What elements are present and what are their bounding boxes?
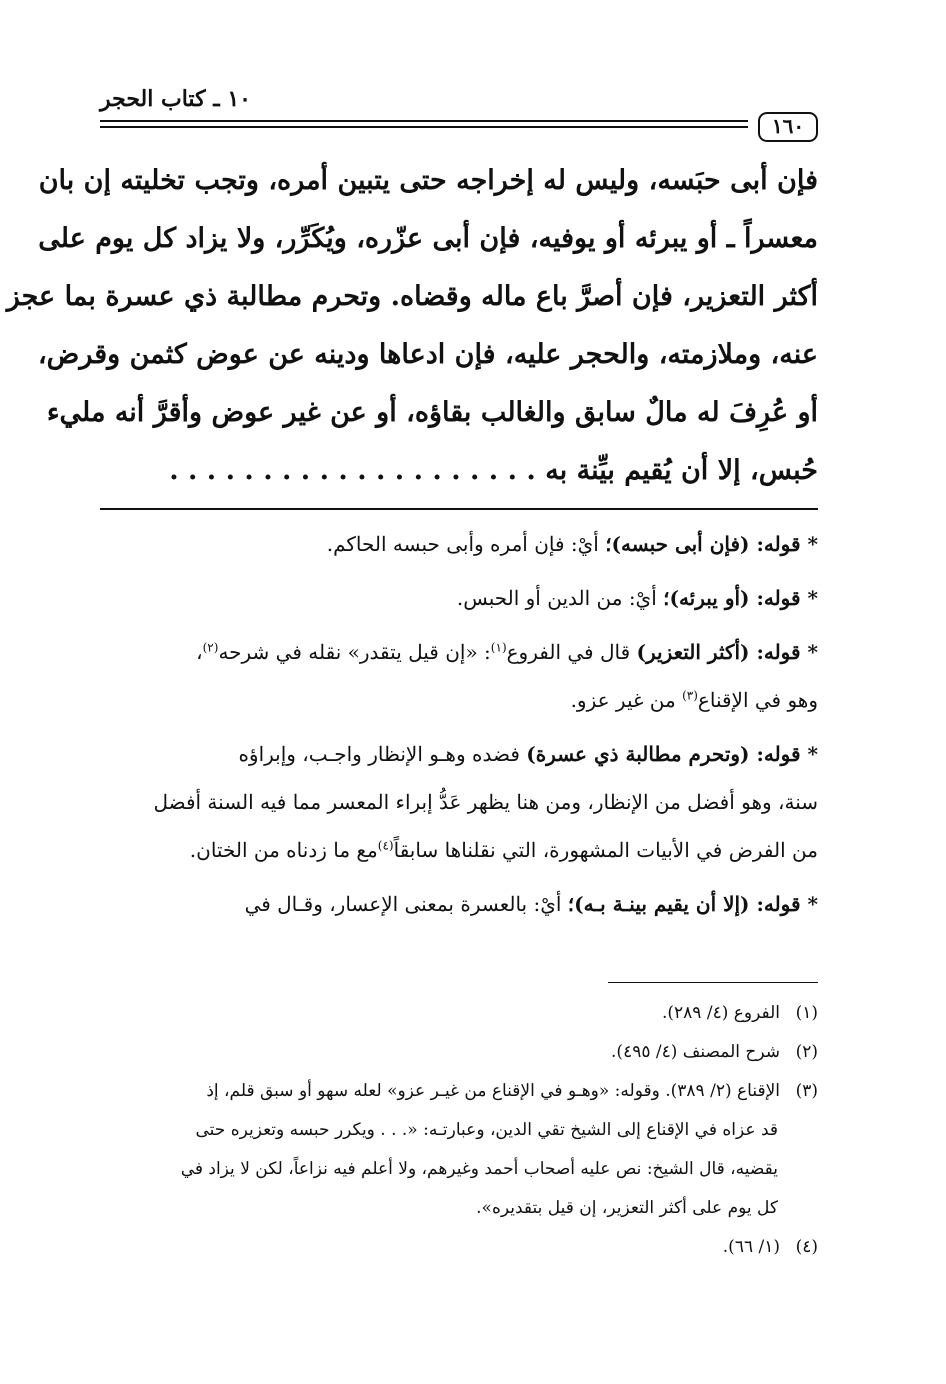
footnote-text: الفروع (٤/ ٢٨٩). bbox=[661, 1003, 780, 1023]
footnote-3-cont: يقضيه، قال الشيخ: نص عليه أصحاب أحمد وغيرهم، ولا أعلم فيه نزاعاً، لكن لا يزاد في bbox=[180, 1159, 778, 1179]
commentary-item bbox=[100, 574, 818, 622]
main-text-last-line bbox=[100, 442, 818, 500]
footnote-text: (١/ ٦٦). bbox=[722, 1237, 780, 1257]
footnote-ref[interactable]: (٢) bbox=[202, 640, 219, 655]
commentary-text: من غير عزو. bbox=[570, 688, 676, 712]
header-rule bbox=[100, 126, 748, 128]
commentary-text: وهو في الإقناع bbox=[697, 688, 818, 712]
footnotes bbox=[100, 994, 818, 1267]
commentary-marker: * قوله: (أو يبرئه)؛ bbox=[663, 586, 818, 610]
commentary-item bbox=[100, 520, 818, 568]
main-text-line: فإن أبى حبَسه، وليس له إخراجه حتى يتبين أمره، وتجب تخليته إن بان bbox=[38, 165, 818, 196]
footnote-number: (٣) bbox=[795, 1081, 818, 1101]
footnote-2 bbox=[100, 1033, 818, 1072]
footnote-number: (٢) bbox=[795, 1042, 818, 1062]
header-rule bbox=[100, 120, 748, 122]
footnote-number: (١) bbox=[795, 1003, 818, 1023]
main-text-line: أو عُرِفَ له مالٌ سابق والغالب بقاؤه، أو عن غير عوض وأقرَّ أنه مليء bbox=[46, 397, 818, 428]
commentary-text: أيْ: من الدين أو الحبس. bbox=[456, 586, 657, 610]
main-text-line: معسراً ـ أو يبرئه أو يوفيه، فإن أبى عزّره، ويُكَرِّر، ولا يزاد كل يوم على bbox=[38, 223, 818, 254]
footnote-3-cont: كل يوم على أكثر التعزير، إن قيل بتقديره». bbox=[476, 1198, 778, 1218]
commentary-text: ، bbox=[196, 640, 203, 664]
chapter-title: ١٠ ـ كتاب الحجر bbox=[100, 86, 251, 112]
commentary-item bbox=[100, 730, 818, 778]
footnote-text: الإقناع (٢/ ٣٨٩). وقوله: «وهـو في الإقناع من غيـر عزو» لعله سهو أو سبق قلم، إذ bbox=[206, 1081, 780, 1101]
commentary-text: مع ما زدناه من الختان. bbox=[189, 838, 378, 862]
commentary-marker: * قوله: (وتحرم مطالبة ذي عسرة) bbox=[526, 742, 818, 766]
footnote-4 bbox=[100, 1228, 818, 1267]
main-text-line: عنه، وملازمته، والحجر عليه، فإن ادعاها ودينه عن عوض كثمن وقرض، bbox=[37, 339, 818, 370]
commentary bbox=[100, 520, 818, 928]
page-header bbox=[100, 86, 818, 146]
commentary-line bbox=[100, 676, 818, 724]
footnote-ref[interactable]: (١) bbox=[490, 640, 507, 655]
footnote-1 bbox=[100, 994, 818, 1033]
page-number: ١٦٠ bbox=[758, 112, 818, 142]
commentary-text: أيْ: فإن أمره وأبى حبسه الحاكم. bbox=[326, 532, 599, 556]
footnote-number: (٤) bbox=[795, 1237, 818, 1257]
main-text-last-line-text: حُبس، إلا أن يُقيم بيِّنة به bbox=[545, 455, 818, 486]
text-separator bbox=[100, 508, 818, 510]
footnote-text: شرح المصنف (٤/ ٤٩٥). bbox=[611, 1042, 780, 1062]
commentary-line: سنة، وهو أفضل من الإنظار، ومن هنا يظهر عَدُّ إبراء المعسر مما فيه السنة أفضل bbox=[153, 790, 818, 814]
commentary-marker: * قوله: (فإن أبى حبسه)؛ bbox=[605, 532, 818, 556]
commentary-line bbox=[100, 826, 818, 874]
commentary-text: : «إن قيل يتقدر» نقله في شرحه bbox=[218, 640, 491, 664]
footnote-3 bbox=[100, 1072, 818, 1111]
commentary-item bbox=[100, 880, 818, 928]
commentary-text: أيْ: بالعسرة بمعنى الإعسار، وقـال في bbox=[244, 892, 562, 916]
footnote-ref[interactable]: (٤) bbox=[377, 838, 394, 853]
commentary-marker: * قوله: (أكثر التعزير) bbox=[636, 640, 818, 664]
commentary-marker: * قوله: (إلا أن يقيم بينـة بـه)؛ bbox=[567, 892, 818, 916]
commentary-text: فضده وهـو الإنظار واجـب، وإبراؤه bbox=[238, 742, 520, 766]
footnote-ref[interactable]: (٣) bbox=[682, 688, 698, 703]
main-text-line: أكثر التعزير، فإن أصرَّ باع ماله وقضاه. وتحرم مطالبة ذي عسرة بما عجز bbox=[6, 281, 818, 312]
commentary-item bbox=[100, 628, 818, 676]
main-text bbox=[6, 152, 818, 500]
leader-dots: . . . . . . . . . . . . . . . . . . . . bbox=[169, 455, 536, 486]
footnote-3-cont: قد عزاه في الإقناع إلى الشيخ تقي الدين، وعبارتـه: «. . . ويكرر حبسه وتعزيره حتى bbox=[195, 1120, 778, 1140]
commentary-text: من الفرض في الأبيات المشهورة، التي نقلناها سابقاً bbox=[393, 838, 818, 862]
commentary-text: قال في الفروع bbox=[506, 640, 631, 664]
